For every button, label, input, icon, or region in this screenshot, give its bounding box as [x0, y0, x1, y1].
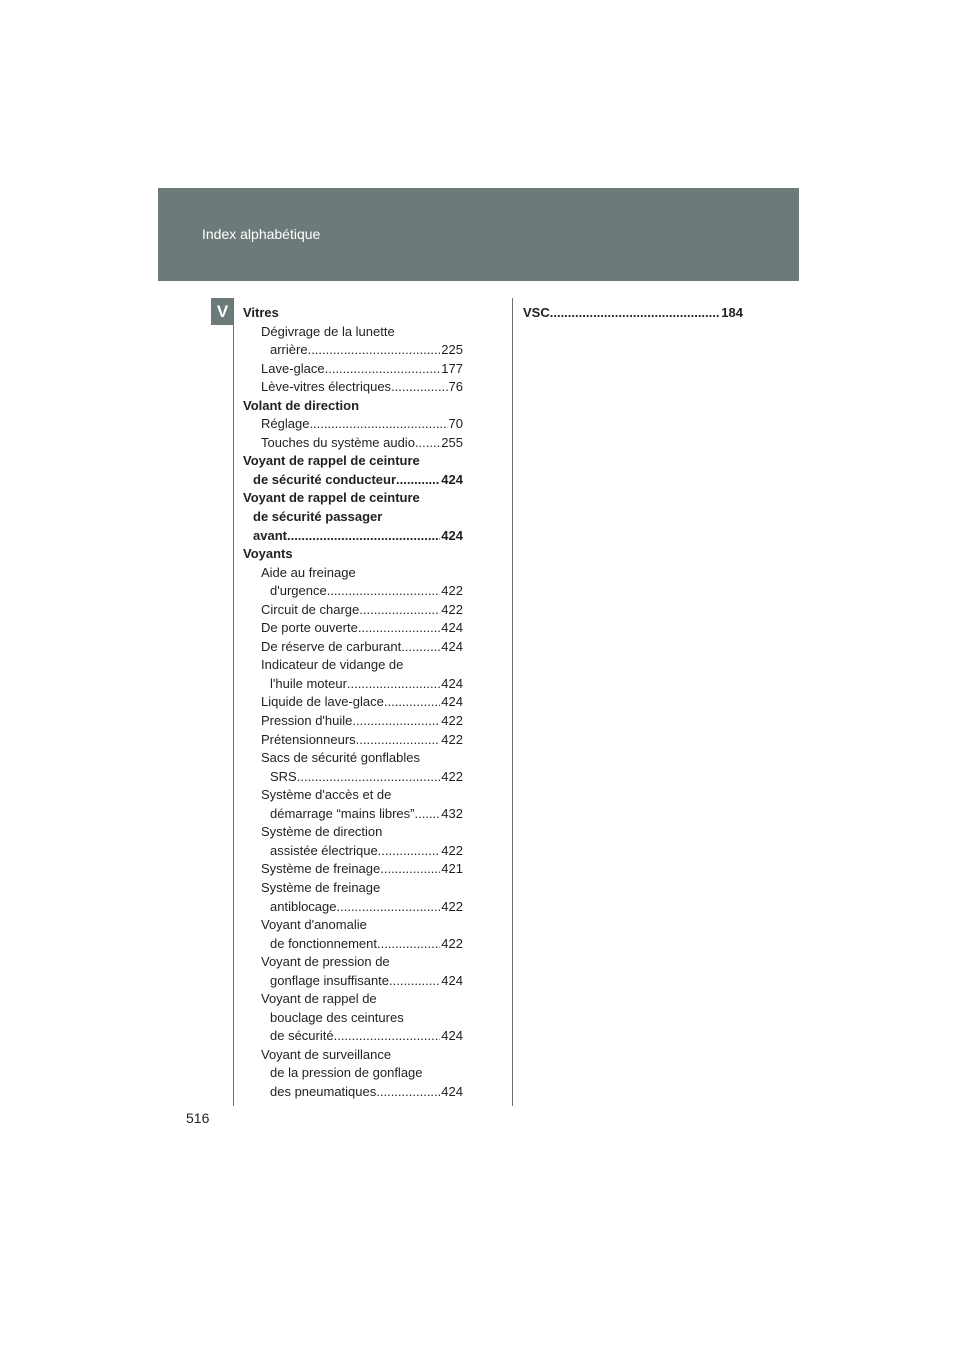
index-column-right — [523, 304, 743, 323]
index-entry-page: 424 — [441, 1083, 463, 1099]
index-entry-text: de sécurité — [270, 1028, 334, 1044]
index-entry — [243, 489, 463, 508]
index-entry-text: Voyant de pression de — [261, 954, 390, 970]
index-entry-page: 424 — [441, 638, 463, 654]
index-entry-text: De réserve de carburant — [261, 638, 402, 654]
index-entry-text: De porte ouverte — [261, 620, 358, 636]
index-entry — [243, 731, 463, 750]
index-entry-text: de la pression de gonflage — [270, 1065, 423, 1081]
index-entry-page: 424 — [441, 972, 463, 988]
index-entry-text: Aide au freinage — [261, 564, 356, 580]
index-entry — [243, 1083, 463, 1102]
index-entry — [243, 768, 463, 787]
index-entry-page: 70 — [448, 416, 463, 432]
index-entry — [243, 879, 463, 898]
index-entry-text: de sécurité passager — [253, 509, 383, 525]
index-entry — [243, 601, 463, 620]
dot-leader — [347, 675, 440, 694]
dot-leader — [550, 304, 721, 323]
index-entry — [243, 582, 463, 601]
index-entry — [243, 749, 463, 768]
dot-leader — [415, 805, 441, 824]
index-entry-text: Voyant de rappel de ceinture — [243, 453, 420, 469]
index-entry — [523, 304, 743, 323]
index-entry-page: 424 — [441, 471, 463, 487]
index-entry-page: 76 — [448, 379, 463, 395]
index-entry — [243, 527, 463, 546]
index-entry — [243, 545, 463, 564]
index-entry-page: 177 — [441, 360, 463, 376]
index-entry — [243, 990, 463, 1009]
index-entry-text: assistée électrique — [270, 842, 378, 858]
index-entry-text: Volant de direction — [243, 397, 360, 413]
index-entry — [243, 304, 463, 323]
index-entry-text: démarrage “mains libres” — [270, 805, 415, 821]
index-entry-page: 422 — [441, 842, 463, 858]
dot-leader — [358, 619, 440, 638]
index-entry — [243, 564, 463, 583]
index-entry — [243, 675, 463, 694]
index-entry — [243, 397, 463, 416]
dot-leader — [380, 860, 440, 879]
index-entry-text: gonflage insuffisante — [270, 972, 390, 988]
index-entry — [243, 638, 463, 657]
index-entry-text: Prétensionneurs — [261, 731, 356, 747]
left-column-divider — [233, 298, 234, 1106]
dot-leader — [378, 842, 441, 861]
index-entry — [243, 1009, 463, 1028]
dot-leader — [327, 582, 441, 601]
dot-leader — [352, 712, 440, 731]
dot-leader — [308, 341, 441, 360]
index-entry-text: Pression d'huile — [261, 713, 353, 729]
index-entry — [243, 452, 463, 471]
dot-leader — [287, 527, 440, 546]
index-entry-text: SRS — [270, 768, 297, 784]
index-entry-page: 421 — [441, 861, 463, 877]
index-entry — [243, 916, 463, 935]
index-entry-page: 422 — [441, 731, 463, 747]
dot-leader — [384, 693, 440, 712]
index-entry-text: d'urgence — [270, 583, 327, 599]
index-entry-text: Indicateur de vidange de — [261, 657, 404, 673]
index-entry — [243, 341, 463, 360]
index-entry-text: l'huile moteur — [270, 675, 347, 691]
index-entry-page: 422 — [441, 898, 463, 914]
index-entry-text: Circuit de charge — [261, 601, 360, 617]
index-entry-text: Vitres — [243, 305, 279, 320]
index-entry-text: Système de freinage — [261, 861, 381, 877]
index-entry-text: VSC — [523, 305, 550, 320]
dot-leader — [377, 935, 440, 954]
index-entry-page: 225 — [441, 342, 463, 358]
dot-leader — [297, 768, 441, 787]
index-entry-page: 424 — [441, 620, 463, 636]
index-entry — [243, 415, 463, 434]
index-entry-page: 424 — [441, 527, 463, 543]
index-entry-text: Système de direction — [261, 824, 383, 840]
index-entry-page: 255 — [441, 434, 463, 450]
index-entry-text: des pneumatiques — [270, 1083, 377, 1099]
index-entry-text: Voyant de rappel de ceinture — [243, 490, 420, 506]
dot-leader — [356, 731, 441, 750]
index-entry-text: arrière — [270, 342, 308, 358]
index-entry — [243, 805, 463, 824]
dot-leader — [334, 1027, 441, 1046]
index-entry — [243, 360, 463, 379]
index-column-left — [243, 304, 463, 1102]
index-entry-text: Voyants — [243, 546, 293, 562]
index-entry — [243, 823, 463, 842]
index-entry — [243, 656, 463, 675]
index-entry-text: bouclage des ceintures — [270, 1009, 404, 1025]
index-entry-text: Voyant de rappel de — [261, 991, 377, 1007]
index-entry — [243, 378, 463, 397]
index-entry-text: Touches du système audio — [261, 434, 415, 450]
index-entry — [243, 693, 463, 712]
dot-leader — [359, 601, 440, 620]
index-entry-text: Voyant de surveillance — [261, 1046, 392, 1062]
index-entry — [243, 786, 463, 805]
dot-leader — [401, 638, 440, 657]
index-entry-page: 422 — [441, 935, 463, 951]
index-entry-text: Réglage — [261, 416, 310, 432]
index-entry — [243, 323, 463, 342]
index-entry-text: Système de freinage — [261, 879, 381, 895]
index-entry-page: 422 — [441, 713, 463, 729]
index-entry — [243, 619, 463, 638]
dot-leader — [309, 415, 447, 434]
dot-leader — [389, 972, 440, 991]
middle-column-divider — [512, 298, 513, 1106]
dot-leader — [391, 378, 447, 397]
index-entry — [243, 434, 463, 453]
index-entry-page: 424 — [441, 1028, 463, 1044]
index-entry-text: Liquide de lave-glace — [261, 694, 384, 710]
index-entry — [243, 1046, 463, 1065]
index-entry-text: Système d'accès et de — [261, 787, 392, 803]
dot-leader — [376, 1083, 440, 1102]
index-entry-text: Lave-glace — [261, 360, 325, 376]
index-entry — [243, 953, 463, 972]
index-entry-text: antiblocage — [270, 898, 337, 914]
index-entry — [243, 972, 463, 991]
index-entry-text: Dégivrage de la lunette — [261, 323, 395, 339]
index-entry-page: 432 — [441, 805, 463, 821]
page-number: 516 — [186, 1110, 210, 1126]
index-entry — [243, 1064, 463, 1083]
index-entry-page: 422 — [441, 768, 463, 784]
index-entry — [243, 860, 463, 879]
index-entry-text: avant — [253, 527, 287, 543]
index-entry — [243, 508, 463, 527]
index-entry — [243, 471, 463, 490]
index-entry-page: 424 — [441, 675, 463, 691]
index-entry-text: Sacs de sécurité gonflables — [261, 750, 420, 766]
index-entry — [243, 842, 463, 861]
section-title: Index alphabétique — [202, 226, 321, 242]
dot-leader — [337, 898, 441, 917]
index-entry — [243, 898, 463, 917]
index-entry-text: de sécurité conducteur — [253, 471, 397, 487]
dot-leader — [325, 360, 441, 379]
index-entry-page: 424 — [441, 694, 463, 710]
dot-leader — [396, 471, 440, 490]
index-letter-tab: V — [211, 298, 234, 325]
index-entry-text: Voyant d'anomalie — [261, 917, 367, 933]
index-entry-text: de fonctionnement — [270, 935, 377, 951]
index-entry-page: 422 — [441, 601, 463, 617]
index-entry-text: Lève-vitres électriques — [261, 379, 392, 395]
dot-leader — [415, 434, 440, 453]
index-entry-page: 422 — [441, 583, 463, 599]
index-entry — [243, 935, 463, 954]
index-entry — [243, 712, 463, 731]
index-entry — [243, 1027, 463, 1046]
index-entry-page: 184 — [721, 305, 743, 320]
